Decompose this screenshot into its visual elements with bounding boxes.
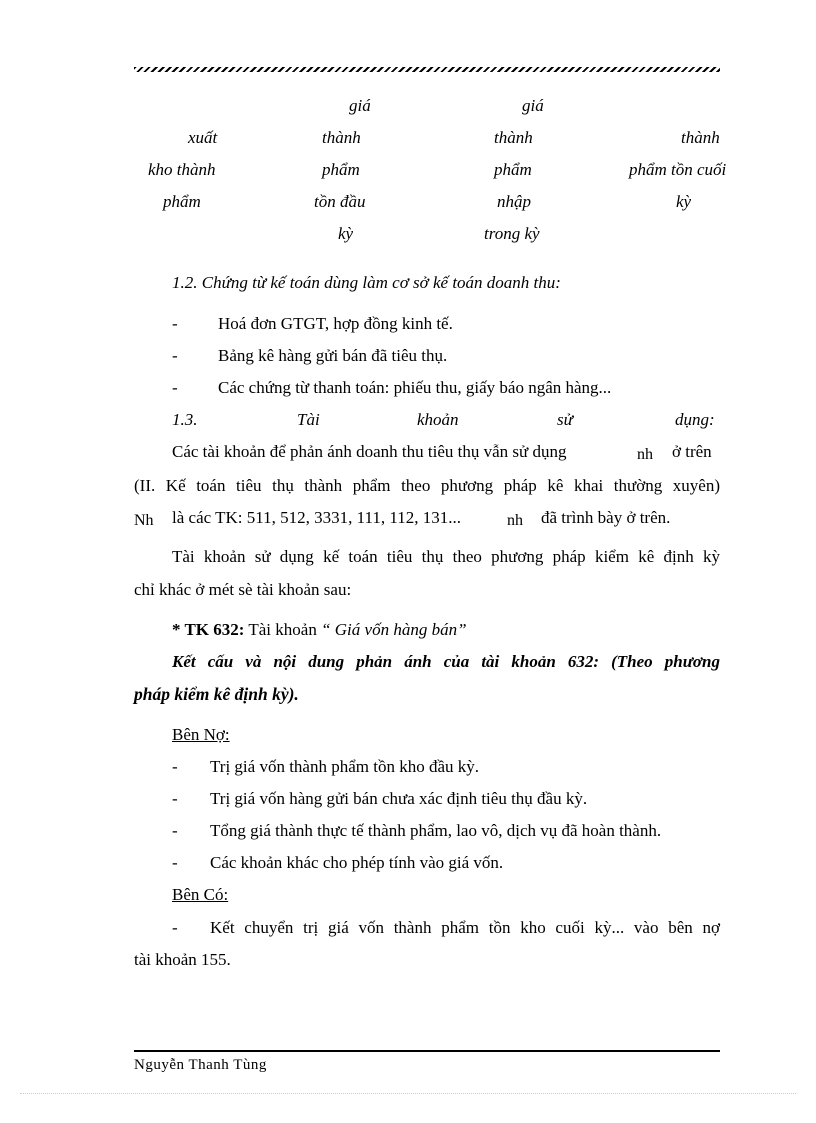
tk632-label: * TK 632: — [172, 620, 245, 639]
para1-line2: (II. Kế toán tiêu thụ thành phẩm theo phương pháp kê khai thường xuyên) — [134, 476, 720, 495]
dash: - — [172, 757, 178, 776]
list-item: Trị giá vốn hàng gửi bán chưa xác định tiêu thụ đầu kỳ. — [210, 789, 588, 808]
formula-c4-0: thành — [681, 128, 720, 147]
dash: - — [172, 821, 178, 840]
header-rule — [134, 67, 720, 72]
section-1-3-word: dụng: — [675, 410, 715, 429]
list-item: Trị giá vốn thành phẩm tồn kho đầu kỳ. — [210, 757, 479, 776]
formula-c4-2: kỳ — [676, 192, 692, 211]
structure-line2: pháp kiểm kê định kỳ). — [134, 684, 299, 704]
footer-author: Nguyễn Thanh Tùng — [134, 1057, 267, 1073]
list-item: Hoá đơn GTGT, hợp đồng kinh tế. — [218, 314, 453, 333]
section-1-3-word: khoản — [417, 410, 459, 429]
dash: - — [172, 378, 178, 397]
formula-c1-0: xuất — [188, 128, 218, 147]
dash: - — [172, 853, 178, 872]
formula-c3-1: thành — [494, 128, 533, 147]
formula-c2-3: tồn đầu — [314, 192, 366, 211]
para1-Nh: Nh — [134, 512, 154, 529]
page-edge — [20, 1093, 796, 1094]
footer-rule — [134, 1050, 720, 1052]
para1-line1: Các tài khoản để phản ánh doanh thu tiêu thụ vẫn sử dụng — [172, 442, 567, 461]
para1-nh2: nh — [507, 512, 523, 529]
section-1-3-word: Tài — [297, 410, 320, 429]
formula-c3-2: phẩm — [494, 160, 532, 179]
formula-c2-4: kỳ — [338, 224, 354, 243]
dash: - — [172, 314, 178, 333]
dash: - — [172, 918, 178, 937]
section-1-2-heading: 1.2. Chứng từ kế toán dùng làm cơ sở kế toán doanh thu: — [172, 273, 561, 292]
ben-no-heading: Bên Nợ: — [172, 725, 230, 744]
formula-c1-2: phẩm — [163, 192, 201, 211]
dash: - — [172, 789, 178, 808]
ben-co-heading: Bên Có: — [172, 885, 229, 904]
formula-c2-2: phẩm — [322, 160, 360, 179]
para1-line1-end: ở trên — [672, 442, 712, 461]
list-item: Bảng kê hàng gửi bán đã tiêu thụ. — [218, 346, 448, 365]
para2-line1: Tài khoản sử dụng kế toán tiêu thụ theo phương pháp kiểm kê định kỳ — [172, 547, 720, 566]
formula-c3-3: nhập — [497, 192, 531, 211]
dash: - — [172, 346, 178, 365]
formula-c2-1: thành — [322, 128, 361, 147]
formula-c2-0: giá — [349, 96, 371, 115]
ben-co-line2: tài khoản 155. — [134, 950, 231, 969]
para1-nh: nh — [637, 446, 653, 463]
para2-line2: chỉ khác ở mét sè tài khoản sau: — [134, 580, 352, 599]
list-item: Tổng giá thành thực tế thành phẩm, lao vô, dịch vụ đã hoàn thành. — [210, 821, 662, 840]
section-1-3-num: 1.3. — [172, 410, 198, 429]
para1-line3: là các TK: 511, 512, 3331, 111, 112, 131... — [172, 508, 461, 527]
para1-line3-end: đã trình bày ở trên. — [541, 508, 671, 527]
formula-c3-4: trong kỳ — [484, 224, 540, 243]
formula-c4-1: phẩm tồn cuối — [629, 160, 727, 179]
formula-c3-0: giá — [522, 96, 544, 115]
section-1-3-word: sử — [557, 410, 573, 429]
list-item: Các chứng từ thanh toán: phiếu thu, giấy báo ngân hàng... — [218, 378, 612, 397]
list-item: Các khoản khác cho phép tính vào giá vốn. — [210, 853, 504, 872]
formula-c1-1: kho thành — [148, 160, 216, 179]
tk632-text: Tài khoản — [248, 620, 317, 639]
structure-line1: Kết cấu và nội dung phản ánh của tài khoản 632: (Theo phương — [172, 652, 720, 671]
tk632-name: “ Giá vốn hàng bán” — [321, 620, 467, 639]
ben-co-line1: Kết chuyển trị giá vốn thành phẩm tồn kho cuối kỳ... vào bên nợ — [210, 918, 720, 937]
